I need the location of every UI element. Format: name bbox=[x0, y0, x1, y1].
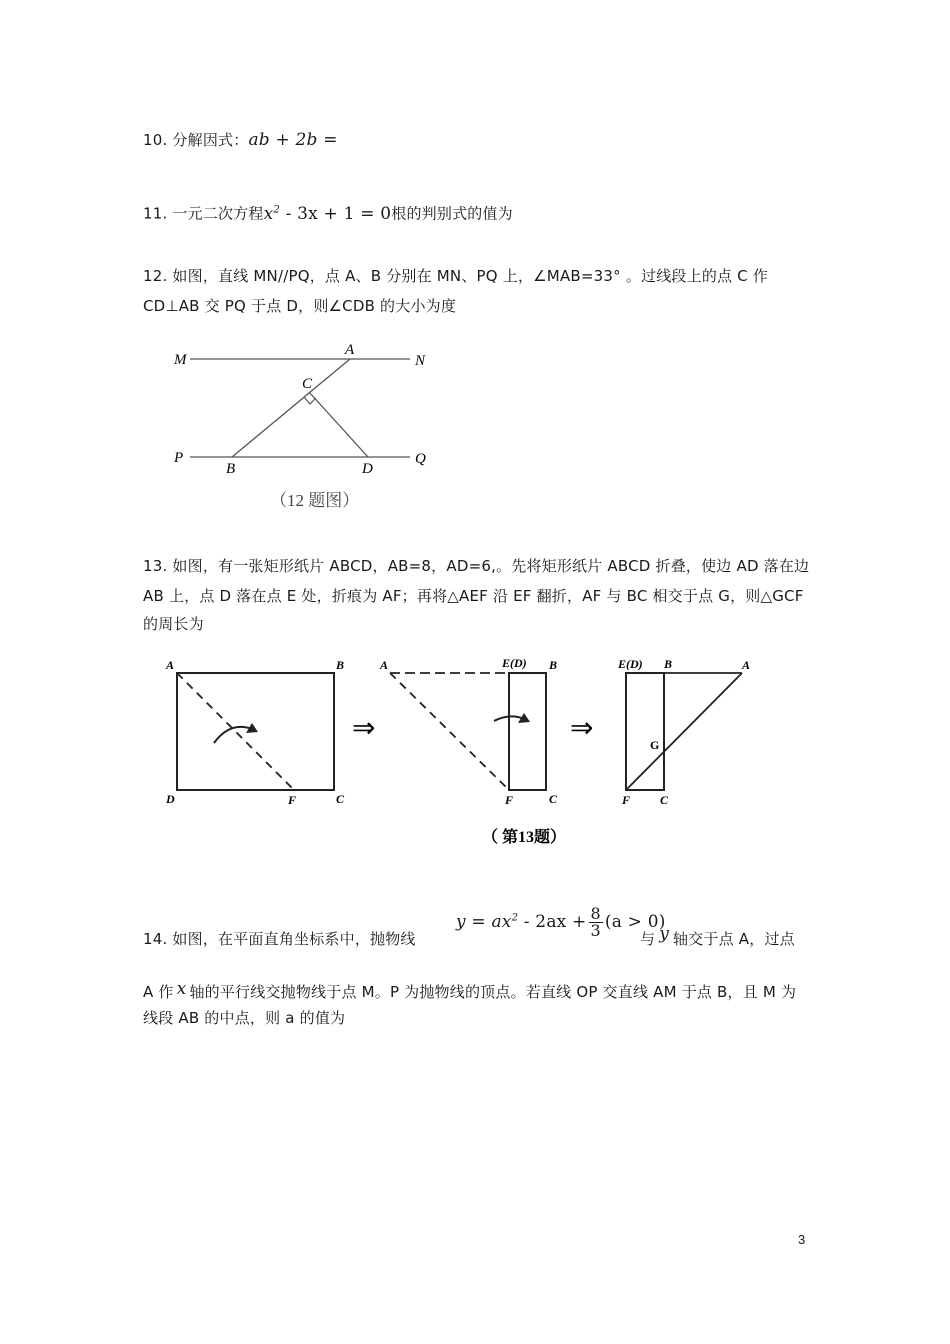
svg-text:F: F bbox=[622, 793, 631, 807]
fig12-caption: （12 题图） bbox=[270, 491, 360, 510]
q14-equation: $y = ax^2 - 2ax$ + $\frac{8}{3}$ (a > 0) bbox=[456, 904, 666, 940]
svg-text:A: A bbox=[380, 658, 389, 672]
fig12-label-N: N bbox=[415, 353, 426, 369]
fig12-label-M: M bbox=[174, 352, 187, 368]
svg-text:C: C bbox=[336, 792, 345, 806]
fig12-label-Q: Q bbox=[415, 451, 426, 467]
fig13-arrow-1: ⇒ bbox=[352, 713, 376, 744]
question-14-line-1 bbox=[143, 929, 416, 949]
question-13-line-1: 13. 如图，有一张矩形纸片 ABCD，AB=8，AD=6,。先将矩形纸片 ABCD 折叠，使边 AD 落在边 bbox=[143, 557, 810, 575]
q14-x-variable: x bbox=[176, 979, 187, 999]
svg-text:B: B bbox=[549, 658, 558, 672]
fig13-caption: （ 第13题） bbox=[482, 829, 567, 846]
q11-equation: $x^2 - 3x + 1 = 0$ bbox=[263, 203, 392, 224]
question-14-line-1-tail: 与 y 轴交于点 A，过点 bbox=[640, 924, 795, 948]
q10-expression: ab + 2b = bbox=[248, 130, 338, 150]
question-11 bbox=[143, 200, 513, 224]
fig13-arrow-2: ⇒ bbox=[570, 713, 594, 744]
svg-text:B: B bbox=[336, 658, 345, 672]
fig12-label-P: P bbox=[174, 450, 184, 466]
svg-text:B: B bbox=[664, 657, 673, 671]
figure-13 bbox=[160, 655, 770, 855]
svg-text:D: D bbox=[166, 792, 175, 806]
fig12-label-B: B bbox=[226, 461, 236, 477]
svg-text:F: F bbox=[505, 793, 514, 807]
page-number: 3 bbox=[798, 1232, 806, 1247]
svg-text:A: A bbox=[166, 658, 175, 672]
question-12-line-1: 12. 如图，直线 MN//PQ，点 A、B 分别在 MN、PQ 上，∠MAB=33° 。过线段上的点 C 作 bbox=[143, 267, 769, 285]
question-13-line-3: 的周长为 bbox=[143, 615, 204, 633]
svg-text:E(D): E(D) bbox=[502, 656, 527, 670]
svg-text:F: F bbox=[288, 793, 297, 807]
figure-12 bbox=[170, 340, 450, 520]
svg-text:C: C bbox=[660, 793, 669, 807]
q14-label: 14. 如图，在平面直角坐标系中，抛物线 bbox=[143, 930, 416, 948]
fig12-label-A: A bbox=[345, 342, 355, 358]
fig12-label-D: D bbox=[362, 461, 373, 477]
question-14-line-2: A 作 x 轴的平行线交抛物线于点 M。P 为抛物线的顶点。若直线 OP 交直线 AM 于点 B，且 M 为 bbox=[143, 979, 797, 1001]
q10-label: 10. 分解因式： bbox=[143, 131, 249, 149]
question-14-line-3: 线段 AB 的中点，则 a 的值为 bbox=[143, 1009, 346, 1027]
svg-text:A: A bbox=[742, 658, 751, 672]
svg-text:E(D): E(D) bbox=[618, 657, 643, 671]
q14-y-variable: y bbox=[659, 924, 670, 944]
fig12-label-C: C bbox=[302, 376, 313, 392]
question-12-line-2: CD⊥AB 交 PQ 于点 D，则∠CDB 的大小为度 bbox=[143, 297, 457, 315]
svg-text:C: C bbox=[549, 792, 558, 806]
question-10 bbox=[143, 130, 338, 150]
svg-text:G: G bbox=[650, 738, 660, 752]
q11-tail: 根的判别式的值为 bbox=[391, 204, 513, 223]
q11-label: 11. 一元二次方程 bbox=[143, 204, 264, 223]
question-13-line-2: AB 上，点 D 落在点 E 处，折痕为 AF；再将△AEF 沿 EF 翻折，AF 与 BC 相交于点 G，则△GCF bbox=[143, 587, 804, 605]
